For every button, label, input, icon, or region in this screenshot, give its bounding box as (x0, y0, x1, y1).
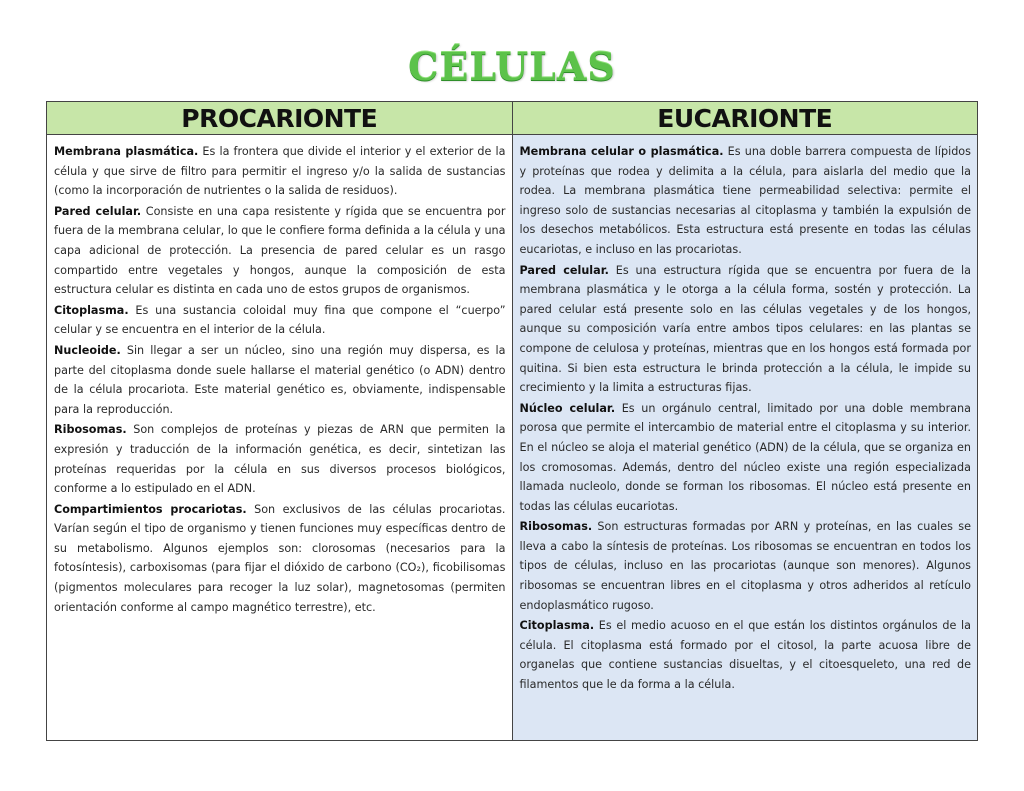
eucarionte-item-membrana (520, 142, 972, 260)
item-text: Son exclusivos de las células procariotas. Varían según el tipo de organismo y tienen funciones muy específicas dentro de su metabolismo. Algunos ejemplos son: clorosomas (necesarios para la fotosíntesis), carboxisomas (para fijar el dióxido de carbono (CO₂), ficobilisomas (pigmentos moleculares para recoger la luz solar), magnetosomas (permiten orientación conforme al campo magnético terrestre), etc. (54, 502, 506, 614)
eucarionte-column (512, 135, 978, 741)
header-procarionte: PROCARIONTE (47, 102, 513, 135)
eucarionte-item-ribosomas (520, 517, 972, 615)
item-text: Son complejos de proteínas y piezas de ARN que permiten la expresión y traducción de la información genética, es decir, sintetizan las proteínas requeridas por la célula en sus diversos procesos biológicos, conforme a lo estipulado en el ADN. (54, 423, 506, 496)
item-text: Es una doble barrera compuesta de lípidos y proteínas que rodea y delimita a la célula, para aislarla del medio que la rodea. La membrana plasmática tiene permeabilidad selectiva: permite el ingreso solo de sustancias necesarias al citoplasma y también la expulsión de los desechos metabólicos. Esta estructura está presente en todas las células eucariotas, e incluso en las procariotas. (519, 145, 971, 256)
item-text: Consiste en una capa resistente y rígida que se encuentra por fuera de la membrana celular, lo que le confiere forma definida a la célula y una capa adicional de protección. La presencia de pared celular es un rasgo compartido entre vegetales y hongos, aunque la composición de esta estructura celular es distinta en cada uno de estos grupos de organismos. (54, 204, 506, 297)
eucarionte-item-nucleo (520, 399, 972, 517)
item-text: Es un orgánulo central, limitado por una doble membrana porosa que permite el intercambio de material entre el citoplasma y su interior. En el núcleo se aloja el material genético (ADN) de la célula, que se organiza en los cromosomas. Además, dentro del núcleo existe una región especializada llamada nucleolo, donde se forman los ribosomas. El núcleo está presente en todas las células eucariotas. (519, 401, 971, 513)
procarionte-column (47, 135, 513, 741)
item-text: Es el medio acuoso en el que están los distintos orgánulos de la célula. El citoplasma está formado por el citosol, la parte acuosa libre de organelas que contiene sustancias disueltas, y el citoesqueleto, una red de filamentos que le da forma a la célula. (519, 619, 971, 692)
item-term: Membrana celular o plasmática. (519, 145, 724, 158)
item-term: Citoplasma. (519, 619, 595, 633)
item-term: Pared celular. (519, 263, 609, 277)
item-term: Núcleo celular. (519, 401, 616, 415)
procarionte-item-nucleoide (54, 341, 506, 419)
page-title: CÉLULAS (408, 44, 616, 89)
item-text: Es una estructura rígida que se encuentra por fuera de la membrana plasmática y le otorga a la célula forma, sostén y protección. La pared celular está presente solo en las células vegetales y de los hongos, aunque su composición varía entre ambos tipos celulares: en las plantas se compone de celulosa y proteínas, mientras que en los hongos está formada por quitina. Si bien esta estructura le brinda protección a la célula, le impide su crecimiento y la limita a estructuras fijas. (519, 263, 972, 395)
item-term: Membrana plasmática. (54, 145, 199, 158)
item-text: Es la frontera que divide el interior y el exterior de la célula y que sirve de filtro para permitir el ingreso y/o la salida de sustancias (como la incorporación de nutrientes o la salida de residuos). (54, 145, 506, 198)
item-term: Ribosomas. (54, 423, 127, 437)
content-row (47, 135, 978, 741)
item-term: Ribosomas. (519, 520, 593, 534)
item-text: Sin llegar a ser un núcleo, sino una región muy dispersa, es la parte del citoplasma donde suele hallarse el material genético (o ADN) dentro de la célula procariota. Este material genético es, obviamente, indispensable para la reproducción. (54, 343, 506, 416)
procarionte-item-citoplasma (54, 301, 506, 340)
item-text: Es una sustancia coloidal muy fina que compone el “cuerpo” celular y se encuentra en el interior de la célula. (54, 303, 506, 337)
item-term: Citoplasma. (54, 303, 129, 317)
item-text: Son estructuras formadas por ARN y proteínas, en las cuales se lleva a cabo la síntesis de proteínas. Los ribosomas se encuentran en todos los tipos de células, incluso en las procariotas (aunque son menores). Algunos ribosomas se encuentran libres en el citoplasma y otros adheridos al retículo endoplasmático rugoso. (519, 520, 971, 612)
procarionte-item-membrana (54, 142, 506, 201)
item-term: Compartimientos procariotas. (54, 502, 247, 516)
comparison-table (46, 101, 978, 741)
procarionte-item-pared (54, 202, 506, 300)
procarionte-item-ribosomas (54, 420, 506, 498)
eucarionte-item-pared (520, 261, 972, 398)
procarionte-item-compartimientos (54, 500, 506, 618)
header-row (47, 102, 978, 135)
item-term: Nucleoide. (54, 343, 121, 357)
header-eucarionte: EUCARIONTE (512, 102, 978, 135)
item-term: Pared celular. (54, 204, 142, 218)
eucarionte-item-citoplasma (520, 616, 972, 694)
